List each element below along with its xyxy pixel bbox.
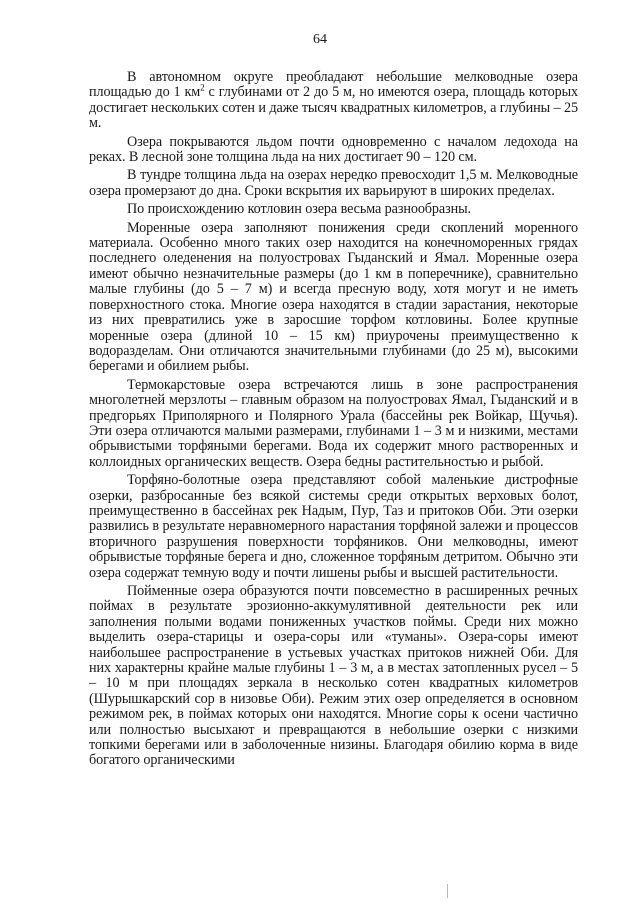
paragraph-small-lakes: [89, 70, 578, 132]
paragraph-thermokarst-lakes: Термокарстовые озера встречаются лишь в зоне распространения многолетней мерзлоты – главным образом на полуостровах Ямал, Гыданский и в предгорьях Приполярного и Полярного Урала (бассейны рек Войкар, Щучья). Эти озера отличаются малыми размерами, глубинами 1 – 3 м и низкими, местами обрывистыми торфяными берегами. Вода их содержит много растворенных и коллоидных органических веществ. Озера бедны растительностью и рыбой.: [89, 376, 578, 470]
document-body: [89, 70, 578, 769]
paragraph-moraine-lakes: Моренные озера заполняют понижения среди скоплений моренного материала. Особенно много таких озер находится на конечноморенных грядах последнего оледенения на полуостровах Гыданский и Ямал. Моренные озера имеют обычно незначительные размеры (до 1 км в поперечнике), сравнительно малые глубины (до 5 – 7 м) и всегда пресную воду, хотя могут и не иметь поверхностного стока. Многие озера находятся в стадии зарастания, некоторые из них превратились уже в заросшие торфом котловины. Более крупные моренные озера (длиной 10 – 15 км) приурочены преимущественно к водоразделам. Они отличаются значительными глубинами (до 25 м), высокими берегами и обилием рыбы.: [89, 219, 578, 375]
paragraph-text: В автономном округе преобладают небольшие мелководные озера площадью до 1 км: [89, 69, 578, 101]
superscript: 2: [200, 82, 205, 93]
paragraph-tundra-ice: В тундре толщина льда на озерах нередко превосходит 1,5 м. Мелководные озера промерзают до дна. Сроки вскрытия их варьируют в широких пределах.: [89, 167, 578, 199]
paragraph-peat-bog-lakes: Торфяно-болотные озера представляют собой маленькие дистрофные озерки, разбросанные без всякой системы среди открытых верховых болот, преимущественно в бассейнах рек Надым, Пур, Таз и притоков Оби. Эти озерки развились в результате неравномерного нарастания торфяной залежи и процессов вторичного разрушения поверхности торфяников. Они мелководны, имеют обрывистые торфяные берега и дно, сложенное торфяным детритом. Обычно эти озера содержат темную воду и почти лишены рыбы и высшей растительности.: [89, 472, 578, 581]
page-number: 64: [313, 32, 327, 47]
paragraph-floodplain-lakes: Пойменные озера образуются почти повсеместно в расширенных речных поймах в результате эрозионно-аккумулятивной деятельности рек или заполнения полыми водами пониженных участков поймы. Среди них можно выделить озера-старицы и озера-соры или «туманы». Озера-соры имеют наибольшее распространение в устьевых участках притоков нижней Оби. Для них характерны крайне малые глубины 1 – 3 м, а в местах затопленных русел – 5 – 10 м при площадях зеркала в несколько сотен квадратных километров (Шурышкарский сор в низовье Оби). Режим этих озер определяется в основном режимом рек, в поймах которых они находятся. Многие соры к осени частично или полностью высыхают и превращаются в небольшие озерки с низкими топкими берегами или в заболоченные низины. Благодаря обилию корма в виде богатого органическими: [89, 583, 578, 769]
paragraph-origin: По происхождению котловин озера весьма разнообразны.: [127, 201, 471, 218]
paragraph-text: с глубинами от 2 до 5 м, но имеются озера, площадь которых достигает нескольких сотен и даже тысяч квадратных километров, а глубины – 25 м.: [89, 84, 579, 132]
paragraph-ice-cover: Озера покрываются льдом почти одновременно с началом ледохода на реках. В лесной зоне толщина льда на них достигает 90 – 120 см.: [89, 133, 578, 166]
scan-artifact-mark: [447, 884, 448, 898]
